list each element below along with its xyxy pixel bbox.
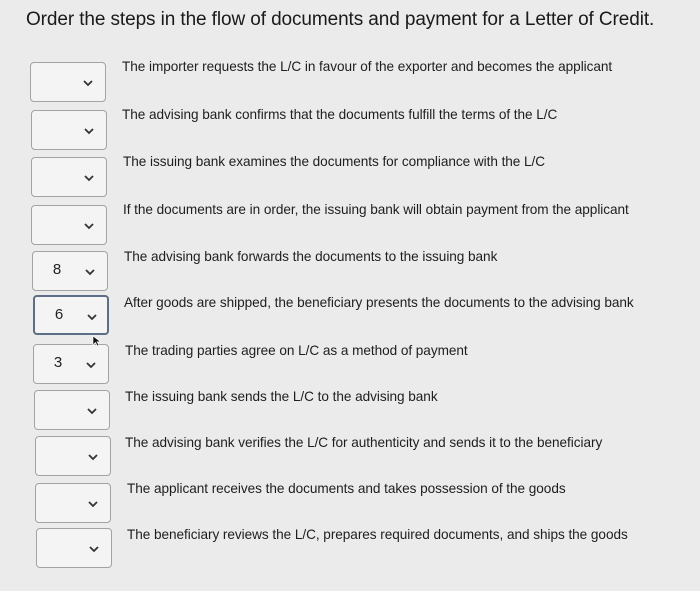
- order-select[interactable]: [33, 295, 109, 335]
- step-text: The advising bank verifies the L/C for authenticity and sends it to the beneficiary: [125, 435, 603, 450]
- step-text: After goods are shipped, the beneficiary presents the documents to the advising bank: [124, 295, 634, 310]
- chevron-down-icon: [83, 265, 97, 279]
- chevron-down-icon: [87, 542, 101, 556]
- order-select[interactable]: [31, 157, 107, 197]
- list-item: [0, 481, 700, 527]
- list-item: [0, 201, 700, 247]
- step-text: If the documents are in order, the issuing bank will obtain payment from the applicant: [123, 202, 629, 217]
- step-text: The trading parties agree on L/C as a method of payment: [125, 343, 468, 358]
- list-item: [0, 342, 700, 388]
- step-text: The advising bank forwards the documents to the issuing bank: [124, 249, 498, 264]
- list-item: [0, 58, 700, 104]
- order-select-value: 3: [53, 354, 63, 371]
- order-select[interactable]: [31, 110, 107, 150]
- step-text: The issuing bank examines the documents for compliance with the L/C: [123, 154, 546, 169]
- order-select[interactable]: [36, 528, 112, 568]
- chevron-down-icon: [86, 497, 100, 511]
- chevron-down-icon: [84, 358, 98, 372]
- list-item: [0, 434, 700, 480]
- chevron-down-icon: [85, 310, 99, 324]
- order-select-value: 6: [54, 306, 64, 323]
- step-text: The advising bank confirms that the documents fulfill the terms of the L/C: [122, 107, 558, 122]
- chevron-down-icon: [82, 171, 96, 185]
- list-item: [0, 388, 700, 434]
- order-select[interactable]: [31, 205, 107, 245]
- chevron-down-icon: [86, 450, 100, 464]
- order-select[interactable]: [33, 344, 109, 384]
- order-select[interactable]: [35, 436, 111, 476]
- chevron-down-icon: [82, 124, 96, 138]
- list-item: [0, 153, 700, 199]
- step-text: The importer requests the L/C in favour of the exporter and becomes the applicant: [122, 59, 613, 74]
- list-item: [0, 526, 700, 572]
- step-text: The applicant receives the documents and takes possession of the goods: [127, 481, 566, 496]
- mouse-pointer-icon: [92, 334, 104, 346]
- order-select[interactable]: [32, 251, 108, 291]
- chevron-down-icon: [82, 219, 96, 233]
- list-item: [0, 106, 700, 152]
- chevron-down-icon: [85, 404, 99, 418]
- step-text: The beneficiary reviews the L/C, prepares required documents, and ships the goods: [127, 527, 628, 542]
- chevron-down-icon: [81, 76, 95, 90]
- order-select[interactable]: [35, 483, 111, 523]
- step-text: The issuing bank sends the L/C to the advising bank: [125, 389, 438, 404]
- list-item: [0, 294, 700, 340]
- order-select-value: 8: [52, 261, 62, 278]
- question-title: Order the steps in the flow of documents and payment for a Letter of Credit.: [26, 9, 655, 30]
- order-select[interactable]: [30, 62, 106, 102]
- list-item: [0, 248, 700, 294]
- order-select[interactable]: [34, 390, 110, 430]
